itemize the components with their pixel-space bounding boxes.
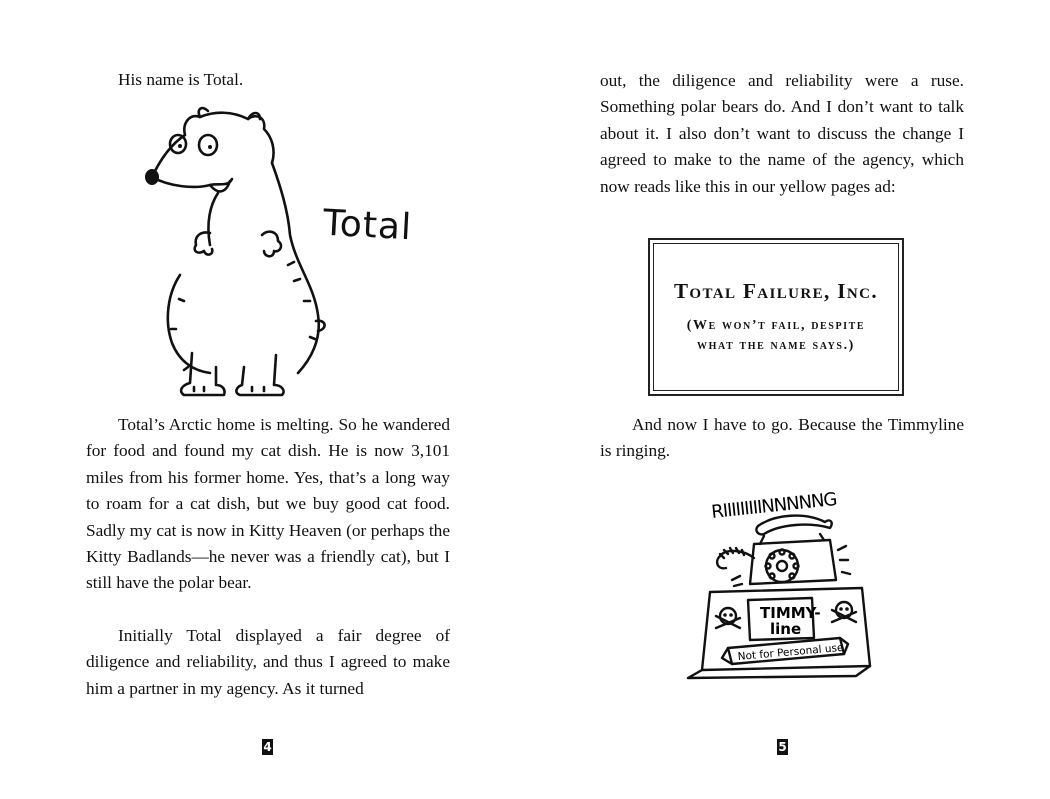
phone-ring-sound: RIIIIIIIIINNNNNG [710,488,838,523]
timmyline-phone-illustration [680,488,890,688]
polar-bear-illustration [140,105,330,400]
paragraph-total-home: Total’s Arctic home is melting. So he wandered for food and found my cat dish. He is now 3,101 miles from his former home. Yes, that’s a long way to roam for a cat dish, but we buy good cat food. Sadly my cat is now in Kitty Heaven (or perhaps the Kitty Badlands—he never was a friendly cat), but I still have the polar bear. [86,415,450,593]
bear-caption: Total [321,202,414,249]
phone-sign-line-2: line [770,620,802,638]
opening-line: His name is Total. [118,70,244,89]
page-number-left: 4 [263,740,272,754]
phone-banner-text: Not for Personal use [737,641,844,663]
ad-subtitle: (We won’t fail, despite what the name says.) [686,317,866,353]
page-number-right: 5 [778,740,787,754]
paragraph-timmyline: And now I have to go. Because the Timmyline is ringing. [600,415,964,461]
paragraph-ruse: out, the diligence and reliability were a ruse. Something polar bears do. And I don’t want to talk about it. I also don’t want to discuss the change I agreed to make to the name of the agency, which now reads like this in our yellow pages ad: [600,71,964,196]
ad-title: Total Failure, Inc. [673,278,878,303]
yellow-pages-ad [648,238,904,396]
paragraph-total-partner: Initially Total displayed a fair degree of diligence and reliability, and thus I agreed to make him a partner in my agency. As it turned [86,626,450,698]
phone-sign-line-1: TIMMY- [760,604,821,622]
